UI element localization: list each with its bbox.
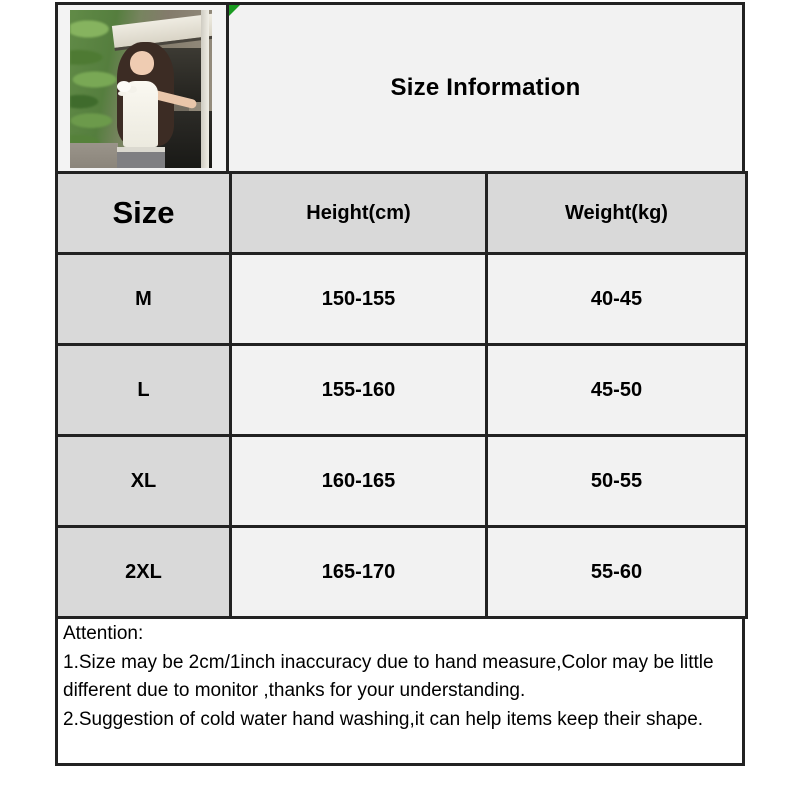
- weight-value: 55-60: [487, 527, 747, 618]
- size-label: L: [57, 345, 231, 436]
- weight-value: 45-50: [487, 345, 747, 436]
- size-info-sheet: [55, 2, 745, 766]
- column-header-size: Size: [57, 173, 231, 254]
- size-table: [55, 171, 748, 619]
- attention-note-1: 1.Size may be 2cm/1inch inaccuracy due to hand measure,Color may be little different due to monitor ,thanks for your understanding.: [63, 651, 714, 701]
- size-label: XL: [57, 436, 231, 527]
- table-row: [57, 345, 747, 436]
- table-row: [57, 527, 747, 618]
- product-photo: [70, 10, 212, 168]
- shoulder-bow: [117, 81, 131, 92]
- weight-value: 40-45: [487, 254, 747, 345]
- model-skirt: [117, 147, 165, 168]
- size-label: 2XL: [57, 527, 231, 618]
- weight-value: 50-55: [487, 436, 747, 527]
- size-label: M: [57, 254, 231, 345]
- table-row: [57, 254, 747, 345]
- height-value: 155-160: [231, 345, 487, 436]
- top-section: [55, 2, 745, 174]
- attention-note-2: 2.Suggestion of cold water hand washing,it can help items keep their shape.: [63, 708, 704, 730]
- model-face: [130, 51, 154, 75]
- page-title: Size Information: [390, 74, 581, 101]
- table-row: [57, 436, 747, 527]
- cart-roof-pole: [201, 10, 209, 168]
- height-value: 165-170: [231, 527, 487, 618]
- title-cell: [229, 5, 742, 171]
- column-header-weight: Weight(kg): [487, 173, 747, 254]
- ground-path: [70, 143, 118, 168]
- height-value: 160-165: [231, 436, 487, 527]
- photo-cell: [58, 5, 229, 171]
- table-header-row: [57, 173, 747, 254]
- attention-heading: Attention:: [63, 623, 144, 644]
- attention-note: [55, 616, 745, 766]
- column-header-height: Height(cm): [231, 173, 487, 254]
- corner-marker-icon: [229, 5, 240, 16]
- height-value: 150-155: [231, 254, 487, 345]
